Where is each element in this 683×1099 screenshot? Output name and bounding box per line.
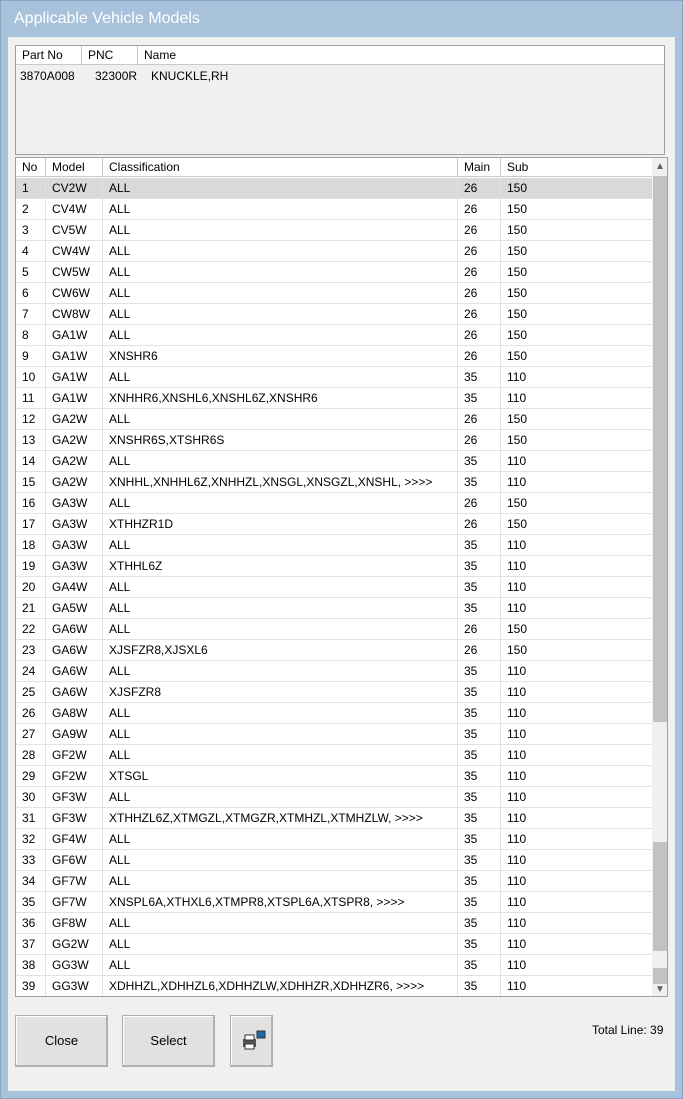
row-main-cell: 35 (458, 892, 501, 912)
table-row[interactable] (16, 556, 652, 577)
row-classification-cell: ALL (103, 661, 458, 681)
row-classification-cell: XNSHR6 (103, 346, 458, 366)
row-no-cell: 24 (16, 661, 46, 681)
row-no-cell: 11 (16, 388, 46, 408)
row-sub-cell: 110 (507, 685, 527, 699)
row-sub-cell: 150 (507, 244, 528, 258)
row-main-cell: 26 (458, 325, 501, 345)
row-sub-cell: 110 (507, 769, 527, 783)
row-main-cell: 35 (458, 766, 501, 786)
table-row[interactable] (16, 661, 652, 682)
row-classification-cell: ALL (103, 367, 458, 387)
row-sub-cell: 110 (507, 727, 527, 741)
model-column-header[interactable]: Model (46, 158, 103, 177)
table-row[interactable] (16, 703, 652, 724)
row-sub-cell: 150 (507, 265, 528, 279)
row-sub-cell: 150 (507, 412, 528, 426)
row-model-cell: GF3W (46, 808, 103, 828)
row-no-cell: 8 (16, 325, 46, 345)
row-main-cell: 26 (458, 241, 501, 261)
row-main-cell: 35 (458, 808, 501, 828)
row-main-cell: 35 (458, 661, 501, 681)
row-classification-cell: XTHHZR1D (103, 514, 458, 534)
row-sub-cell: 150 (507, 307, 528, 321)
table-row[interactable] (16, 682, 652, 703)
row-model-cell: GA2W (46, 409, 103, 429)
row-model-cell: GA1W (46, 367, 103, 387)
row-main-cell: 26 (458, 304, 501, 324)
row-no-cell: 18 (16, 535, 46, 555)
row-main-cell: 35 (458, 577, 501, 597)
row-classification-cell: ALL (103, 451, 458, 471)
row-classification-cell: XTHHZL6Z,XTMGZL,XTMGZR,XTMHZL,XTMHZLW, >>>> (103, 808, 458, 828)
row-sub-cell: 110 (507, 811, 527, 825)
row-model-cell: GF7W (46, 871, 103, 891)
row-sub-cell: 110 (507, 853, 527, 867)
table-row[interactable] (16, 934, 652, 955)
row-main-cell: 35 (458, 976, 501, 996)
row-no-cell: 2 (16, 199, 46, 219)
row-classification-cell: ALL (103, 955, 458, 975)
table-row[interactable] (16, 367, 652, 388)
row-main-cell: 26 (458, 409, 501, 429)
row-no-cell: 15 (16, 472, 46, 492)
row-classification-cell: ALL (103, 409, 458, 429)
row-model-cell: GA1W (46, 388, 103, 408)
row-main-cell: 35 (458, 913, 501, 933)
table-row[interactable] (16, 598, 652, 619)
row-sub-cell: 110 (507, 538, 527, 552)
row-no-cell: 35 (16, 892, 46, 912)
pnc-header[interactable]: PNC (82, 46, 138, 65)
row-model-cell: GF3W (46, 787, 103, 807)
row-no-cell: 39 (16, 976, 46, 996)
row-model-cell: GA5W (46, 598, 103, 618)
row-sub-cell: 110 (507, 580, 527, 594)
row-classification-cell: XJSFZR8 (103, 682, 458, 702)
row-classification-cell: XNSHR6S,XTSHR6S (103, 430, 458, 450)
row-main-cell: 35 (458, 871, 501, 891)
row-main-cell: 26 (458, 199, 501, 219)
row-sub-cell: 110 (507, 937, 527, 951)
row-model-cell: GA4W (46, 577, 103, 597)
row-no-cell: 23 (16, 640, 46, 660)
table-row[interactable] (16, 787, 652, 808)
select-button[interactable]: Select (122, 1015, 215, 1067)
row-no-cell: 21 (16, 598, 46, 618)
row-sub-cell: 110 (507, 391, 527, 405)
row-model-cell: GA9W (46, 724, 103, 744)
table-row[interactable] (16, 640, 652, 661)
row-no-cell: 1 (16, 178, 46, 198)
row-no-cell: 7 (16, 304, 46, 324)
table-row[interactable] (16, 199, 652, 220)
row-sub-cell: 150 (507, 643, 528, 657)
row-no-cell: 36 (16, 913, 46, 933)
row-model-cell: GF8W (46, 913, 103, 933)
table-row[interactable] (16, 178, 652, 199)
row-model-cell: GA3W (46, 556, 103, 576)
row-main-cell: 35 (458, 934, 501, 954)
row-no-cell: 19 (16, 556, 46, 576)
row-sub-cell: 150 (507, 223, 528, 237)
row-no-cell: 27 (16, 724, 46, 744)
row-no-cell: 4 (16, 241, 46, 261)
row-classification-cell: XTHHL6Z (103, 556, 458, 576)
row-no-cell: 5 (16, 262, 46, 282)
part-info-panel (15, 45, 665, 155)
row-no-cell: 38 (16, 955, 46, 975)
row-no-cell: 12 (16, 409, 46, 429)
row-no-cell: 37 (16, 934, 46, 954)
row-model-cell: CW6W (46, 283, 103, 303)
sub-column-header[interactable]: Sub (507, 160, 529, 174)
row-no-cell: 17 (16, 514, 46, 534)
row-classification-cell: ALL (103, 535, 458, 555)
row-model-cell: GF2W (46, 766, 103, 786)
name-value: KNUCKLE,RH (151, 69, 229, 83)
row-sub-cell: 110 (507, 475, 527, 489)
table-row[interactable] (16, 955, 652, 976)
row-no-cell: 16 (16, 493, 46, 513)
row-classification-cell: ALL (103, 724, 458, 744)
row-classification-cell: ALL (103, 199, 458, 219)
row-classification-cell: ALL (103, 619, 458, 639)
print-button[interactable] (230, 1015, 273, 1067)
row-classification-cell: ALL (103, 787, 458, 807)
row-model-cell: GA3W (46, 493, 103, 513)
pnc-value: 32300R (95, 69, 138, 83)
table-row[interactable] (16, 262, 652, 283)
row-main-cell: 35 (458, 367, 501, 387)
row-model-cell: CW4W (46, 241, 103, 261)
row-sub-cell: 110 (507, 895, 527, 909)
table-row[interactable] (16, 913, 652, 934)
row-main-cell: 26 (458, 346, 501, 366)
row-no-cell: 3 (16, 220, 46, 240)
row-main-cell: 35 (458, 724, 501, 744)
row-sub-cell: 150 (507, 286, 528, 300)
table-row[interactable] (16, 724, 652, 745)
row-main-cell: 35 (458, 451, 501, 471)
row-main-cell: 35 (458, 829, 501, 849)
row-model-cell: GG2W (46, 934, 103, 954)
row-main-cell: 26 (458, 220, 501, 240)
name-header[interactable]: Name (144, 48, 177, 62)
row-classification-cell: XNHHL,XNHHL6Z,XNHHZL,XNSGL,XNSGZL,XNSHL, >>>> (103, 472, 458, 492)
table-row[interactable] (16, 430, 652, 451)
table-row[interactable] (16, 619, 652, 640)
vehicle-models-grid (15, 157, 668, 997)
row-main-cell: 35 (458, 850, 501, 870)
row-no-cell: 33 (16, 850, 46, 870)
table-row[interactable] (16, 451, 652, 472)
row-sub-cell: 150 (507, 433, 528, 447)
classification-column-header[interactable]: Classification (103, 158, 458, 177)
part-no-header[interactable]: Part No (16, 46, 82, 65)
table-row[interactable] (16, 304, 652, 325)
table-row[interactable] (16, 325, 652, 346)
close-button[interactable]: Close (15, 1015, 108, 1067)
row-classification-cell: ALL (103, 829, 458, 849)
row-sub-cell: 110 (507, 979, 527, 993)
row-sub-cell: 110 (507, 748, 527, 762)
row-no-cell: 28 (16, 745, 46, 765)
row-main-cell: 26 (458, 493, 501, 513)
total-line-label: Total Line: 39 (592, 1023, 664, 1037)
row-no-cell: 25 (16, 682, 46, 702)
dialog-client-area (8, 37, 675, 1091)
row-classification-cell: ALL (103, 871, 458, 891)
main-column-header[interactable]: Main (458, 158, 501, 177)
part-no-value: 3870A008 (20, 69, 75, 83)
row-model-cell: GA6W (46, 619, 103, 639)
table-row[interactable] (16, 388, 652, 409)
row-no-cell: 14 (16, 451, 46, 471)
row-classification-cell: XNHHR6,XNSHL6,XNSHL6Z,XNSHR6 (103, 388, 458, 408)
row-model-cell: CV4W (46, 199, 103, 219)
row-no-cell: 22 (16, 619, 46, 639)
table-row[interactable] (16, 283, 652, 304)
row-sub-cell: 110 (507, 958, 527, 972)
row-model-cell: GA6W (46, 682, 103, 702)
table-row[interactable] (16, 472, 652, 493)
no-column-header[interactable]: No (16, 158, 46, 177)
row-classification-cell: ALL (103, 745, 458, 765)
row-main-cell: 26 (458, 619, 501, 639)
row-sub-cell: 110 (507, 790, 527, 804)
row-classification-cell: ALL (103, 262, 458, 282)
row-model-cell: GA1W (46, 325, 103, 345)
window-title: Applicable Vehicle Models (14, 10, 200, 27)
row-sub-cell: 110 (507, 559, 527, 573)
row-classification-cell: XNSPL6A,XTHXL6,XTMPR8,XTSPL6A,XTSPR8, >>>> (103, 892, 458, 912)
row-sub-cell: 150 (507, 496, 528, 510)
row-classification-cell: ALL (103, 178, 458, 198)
row-model-cell: GA3W (46, 535, 103, 555)
table-row[interactable] (16, 808, 652, 829)
row-main-cell: 26 (458, 283, 501, 303)
row-sub-cell: 110 (507, 664, 527, 678)
row-sub-cell: 150 (507, 181, 528, 195)
row-model-cell: GF6W (46, 850, 103, 870)
row-main-cell: 35 (458, 745, 501, 765)
row-model-cell: GA2W (46, 430, 103, 450)
row-sub-cell: 150 (507, 517, 528, 531)
row-no-cell: 10 (16, 367, 46, 387)
row-classification-cell: ALL (103, 598, 458, 618)
row-classification-cell: ALL (103, 850, 458, 870)
row-no-cell: 34 (16, 871, 46, 891)
row-main-cell: 26 (458, 430, 501, 450)
table-row[interactable] (16, 577, 652, 598)
row-main-cell: 35 (458, 388, 501, 408)
printer-icon (237, 1029, 267, 1053)
row-sub-cell: 150 (507, 202, 528, 216)
table-row[interactable] (16, 409, 652, 430)
scrollbar-track-lower[interactable] (653, 842, 667, 951)
row-main-cell: 26 (458, 640, 501, 660)
row-no-cell: 20 (16, 577, 46, 597)
table-row[interactable] (16, 976, 652, 997)
table-row[interactable] (16, 892, 652, 913)
row-sub-cell: 150 (507, 622, 528, 636)
row-model-cell: CW8W (46, 304, 103, 324)
row-main-cell: 26 (458, 178, 501, 198)
row-classification-cell: ALL (103, 493, 458, 513)
row-model-cell: CW5W (46, 262, 103, 282)
row-model-cell: GF2W (46, 745, 103, 765)
row-sub-cell: 110 (507, 601, 527, 615)
row-main-cell: 35 (458, 955, 501, 975)
table-row[interactable] (16, 850, 652, 871)
row-main-cell: 35 (458, 472, 501, 492)
part-header-row (16, 46, 664, 65)
row-main-cell: 26 (458, 514, 501, 534)
row-model-cell: GA6W (46, 640, 103, 660)
row-classification-cell: ALL (103, 913, 458, 933)
row-model-cell: GA1W (46, 346, 103, 366)
table-row[interactable] (16, 346, 652, 367)
row-classification-cell: ALL (103, 934, 458, 954)
row-no-cell: 13 (16, 430, 46, 450)
scroll-up-icon[interactable]: ▲ (655, 161, 665, 172)
row-classification-cell: XDHHZL,XDHHZL6,XDHHZLW,XDHHZR,XDHHZR6, >>>> (103, 976, 458, 996)
scroll-down-icon[interactable]: ▼ (655, 984, 665, 995)
row-no-cell: 9 (16, 346, 46, 366)
row-no-cell: 30 (16, 787, 46, 807)
grid-header-row (16, 158, 652, 177)
row-sub-cell: 150 (507, 328, 528, 342)
grid-rows (16, 178, 652, 997)
row-sub-cell: 110 (507, 370, 527, 384)
row-sub-cell: 110 (507, 832, 527, 846)
row-model-cell: GF7W (46, 892, 103, 912)
row-main-cell: 35 (458, 535, 501, 555)
row-main-cell: 35 (458, 682, 501, 702)
row-model-cell: GF4W (46, 829, 103, 849)
row-model-cell: GA3W (46, 514, 103, 534)
row-model-cell: GA8W (46, 703, 103, 723)
row-model-cell: GG3W (46, 976, 103, 996)
table-row[interactable] (16, 220, 652, 241)
row-no-cell: 31 (16, 808, 46, 828)
table-row[interactable] (16, 871, 652, 892)
table-row[interactable] (16, 766, 652, 787)
title-bar[interactable] (1, 1, 682, 37)
row-classification-cell: ALL (103, 304, 458, 324)
row-model-cell: CV5W (46, 220, 103, 240)
row-sub-cell: 150 (507, 349, 528, 363)
row-no-cell: 26 (16, 703, 46, 723)
row-classification-cell: XJSFZR8,XJSXL6 (103, 640, 458, 660)
row-sub-cell: 110 (507, 874, 527, 888)
row-sub-cell: 110 (507, 916, 527, 930)
row-model-cell: GA2W (46, 451, 103, 471)
row-sub-cell: 110 (507, 454, 527, 468)
row-classification-cell: XTSGL (103, 766, 458, 786)
row-main-cell: 35 (458, 598, 501, 618)
scrollbar-thumb[interactable] (653, 176, 667, 722)
row-classification-cell: ALL (103, 703, 458, 723)
row-main-cell: 35 (458, 703, 501, 723)
table-row[interactable] (16, 745, 652, 766)
row-classification-cell: ALL (103, 577, 458, 597)
row-main-cell: 35 (458, 556, 501, 576)
scrollbar-track-bottom[interactable] (653, 968, 667, 984)
row-no-cell: 32 (16, 829, 46, 849)
table-row[interactable] (16, 241, 652, 262)
row-sub-cell: 110 (507, 706, 527, 720)
table-row[interactable] (16, 514, 652, 535)
row-classification-cell: ALL (103, 220, 458, 240)
row-classification-cell: ALL (103, 241, 458, 261)
row-no-cell: 29 (16, 766, 46, 786)
row-model-cell: GG3W (46, 955, 103, 975)
table-row[interactable] (16, 535, 652, 556)
row-classification-cell: ALL (103, 325, 458, 345)
row-main-cell: 26 (458, 262, 501, 282)
row-no-cell: 6 (16, 283, 46, 303)
table-row[interactable] (16, 829, 652, 850)
row-classification-cell: ALL (103, 283, 458, 303)
row-model-cell: CV2W (46, 178, 103, 198)
vertical-scrollbar[interactable] (652, 158, 668, 996)
row-main-cell: 35 (458, 787, 501, 807)
table-row[interactable] (16, 493, 652, 514)
row-model-cell: GA6W (46, 661, 103, 681)
part-row[interactable] (16, 67, 664, 85)
row-model-cell: GA2W (46, 472, 103, 492)
